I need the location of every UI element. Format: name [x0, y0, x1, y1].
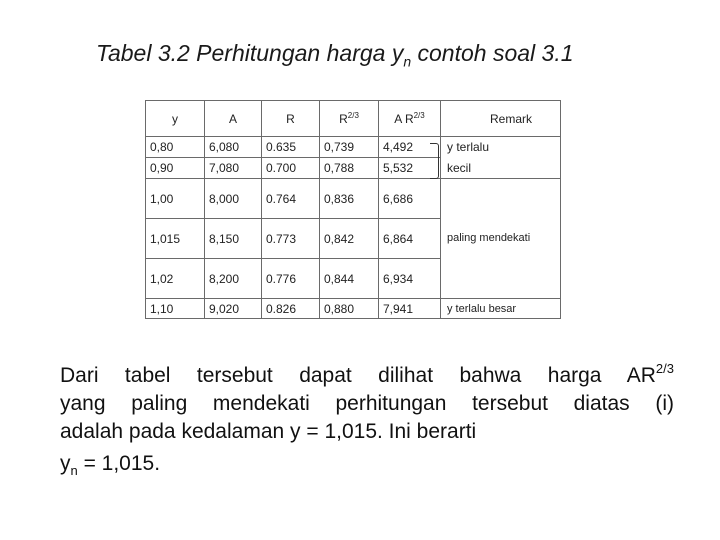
calculation-table — [145, 100, 561, 319]
paragraph-line-2: yang paling mendekati perhitungan tersebut diatas (i) — [60, 392, 674, 415]
cell-r: 0.776 — [262, 259, 320, 299]
cell-a: 7,080 — [205, 158, 262, 179]
cell-a: 8,000 — [205, 179, 262, 219]
cell-r23: 0,788 — [320, 158, 379, 179]
cell-y: 1,015 — [146, 219, 205, 259]
header-a: A — [205, 101, 262, 137]
cell-y: 1,00 — [146, 179, 205, 219]
header-remark: Remark — [441, 101, 561, 137]
header-ar23: A $R^{2/3}$ — [379, 101, 441, 137]
cell-remark: paling mendekati — [441, 219, 561, 259]
cell-r23: 0,739 — [320, 137, 379, 158]
table-caption: Tabel 3.2 Perhitungan harga $y_n$ contoh soal 3.1 — [96, 40, 574, 70]
cell-ar23: 7,941 — [379, 299, 441, 319]
cell-r23: 0,842 — [320, 219, 379, 259]
paragraph-line-4: $y_n = 1,015$. — [60, 452, 161, 478]
cell-remark: y terlalu — [441, 137, 561, 158]
paragraph-line-1: Dari tabel tersebut dapat dilihat bahwa harga $AR^{2/3}$ — [60, 361, 674, 387]
cell-ar23: 6,686 — [379, 179, 441, 219]
table-row — [146, 158, 561, 179]
header-y: y — [146, 101, 205, 137]
table-row — [146, 219, 561, 259]
cell-remark: kecil — [441, 158, 561, 179]
cell-y: 0,80 — [146, 137, 205, 158]
cell-y: 0,90 — [146, 158, 205, 179]
cell-r23: 0,880 — [320, 299, 379, 319]
cell-a: 8,200 — [205, 259, 262, 299]
cell-r: 0.773 — [262, 219, 320, 259]
cell-r23: 0,844 — [320, 259, 379, 299]
table-row — [146, 299, 561, 319]
header-r: R — [262, 101, 320, 137]
cell-r23: 0,836 — [320, 179, 379, 219]
conclusion-paragraph — [60, 362, 680, 478]
cell-remark — [441, 259, 561, 299]
cell-r: 0.826 — [262, 299, 320, 319]
cell-a: 9,020 — [205, 299, 262, 319]
cell-y: 1,10 — [146, 299, 205, 319]
cell-a: 6,080 — [205, 137, 262, 158]
cell-ar23: 5,532 — [379, 158, 441, 179]
header-r23: $R^{2/3}$ — [320, 101, 379, 137]
table-row — [146, 179, 561, 219]
cell-r: 0.700 — [262, 158, 320, 179]
cell-r: 0.635 — [262, 137, 320, 158]
cell-y: 1,02 — [146, 259, 205, 299]
cell-ar23: 6,934 — [379, 259, 441, 299]
paragraph-line-3: adalah pada kedalaman y = 1,015. Ini berarti — [60, 420, 477, 443]
cell-remark — [441, 179, 561, 219]
cell-a: 8,150 — [205, 219, 262, 259]
table-header-row — [146, 101, 561, 137]
table-row — [146, 137, 561, 158]
cell-remark: y terlalu besar — [441, 299, 561, 319]
remark-brace-icon — [430, 143, 439, 179]
table-row — [146, 259, 561, 299]
cell-ar23: 6,864 — [379, 219, 441, 259]
cell-r: 0.764 — [262, 179, 320, 219]
cell-ar23: 4,492 — [379, 137, 441, 158]
